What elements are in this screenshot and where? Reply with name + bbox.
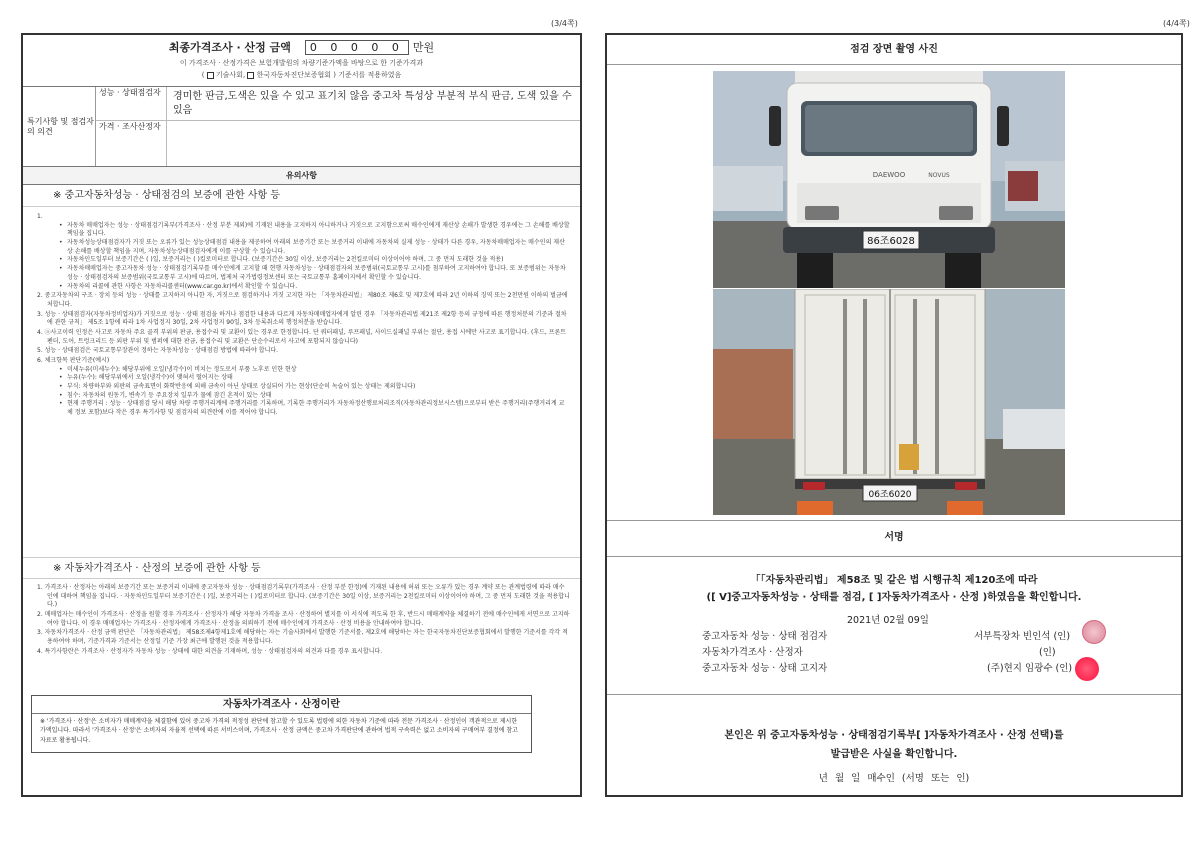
price-unit: 만원 (412, 41, 435, 54)
sub-bullet-5: • 현재 주행거리 : 성능 · 상태점검 당시 해당 차량 주행거리계에 주행거리를 기록하며, 기록한 주행거리가 자동차정산행료처리조직(자동차관리정보시스템)으로부터 받은 주행거리(주행거리계 교체 정보 포함)보다 작은 경우 특기사항 및 점검자의 의견란에 이를 적어야 합니다. (37, 400, 570, 417)
definition-body: ※ '가격조사 · 산정'은 소비자가 매매계약을 체결함에 있어 중고차 가격의 적정성 판단에 참고할 수 있도록 법령에 의한 자동차 기준에 따라 전문 가격조사 · 산정인이 객관적으로 제시한 가액입니다. 따라서 '가격조사 · 산정'은 소비자의 자율적 선택에 따른 서비스이며, 가격조사 · 산정 금액은 중고차 가격판단에 관하여 법적 구속력은 없고 소비자의 구매여부 결정에 참고자료로 활용됩니다. (40, 718, 518, 744)
inspector-seal-stamp (1082, 620, 1106, 644)
signature-date: 2021년 02월 09일 (847, 615, 929, 626)
section-appraisal-warranty-body (23, 579, 580, 701)
signature-section (607, 557, 1181, 695)
item-5: 5. 성능 · 상태점검은 국토교통부장관이 정하는 자동차성능 · 상태점검 방법에 따라야 합니다. (37, 347, 279, 355)
price-standard-note: ( 기술사회, 한국자동차진단보증협회 ) 기준서를 적용하였음 (201, 71, 402, 79)
signature-section-title: 서명 (607, 521, 1181, 557)
appraisal-item-3: 3. 자동차가격조사 · 산정 금액 판단은 「자동차관리법」 제58조제4항제1호에 해당하는 자는 기술사회에서 발행한 기준서를, 제2호에 해당하는 자는 한국자동차진단보증협회에서 발행한 기준서를 각각 적용하여야 하며, 기준가격과 기준서는 산정일 기준 가장 최근에 발행된 것을 적용합니다. (37, 629, 568, 646)
inspector-opinion: 경미한 판금,도색은 있을 수 있고 표기치 않음 중고차 특성상 부분적 부식 판금, 도색 있을 수 있음 (173, 91, 572, 116)
law-reference-line: 「「자동차관리법」 제58조 및 같은 법 시행규칙 제120조에 따라 (750, 575, 1038, 586)
sub-bullet-1: • 미세누유(미세누수): 해당부위에 오일(냉각수)이 비치는 정도로서 부품 노후로 인한 현상 (37, 366, 570, 375)
appraisal-item-1: 1. 가격조사 · 산정자는 아래의 보증기간 또는 보증거리 이내에 중고자동차 성능 · 상태점검기록부(가격조사 · 산정 부분 한정)에 기재된 내용에 허위 또는 오류가 있는 경우 계약 또는 관계법령에 따라 매수인에 대하여 책임을 집니다. · 자동차인도일부터 보증기간은 ( )일, 보증거리는 ( )킬로미터로 합니다. (보증기간은 30일 이상, 보증거리는 2천킬로미터 이상이어야 하며, 그 중 먼저 도래한 것을 적용합니다.) (37, 584, 570, 609)
price-title: 최종가격조사 · 산정 금액 (168, 41, 291, 54)
notifier-role-label: 중고자동차 성능 · 상태 고지자 (702, 663, 828, 674)
price-note: 이 가격조사 · 산정가격은 보험개발원의 차량기준가액을 바탕으로 한 기준가격과 (179, 59, 424, 67)
appraisal-definition-box (31, 695, 532, 753)
inspection-photos (607, 65, 1181, 521)
inspection-record-page-4 (605, 33, 1183, 797)
standard-note-suffix: 기준서를 적용하였음 (338, 71, 402, 79)
inspector-label: 성능 · 상태점검자 (96, 87, 167, 120)
appraiser-signature: (인) (1039, 647, 1056, 658)
appraiser-opinion (167, 121, 580, 166)
bullet-1: • 자동차 매매업자는 성능 · 상태점검기록부(가격조사 · 산정 부분 제외)에 기재된 내용을 고지하지 아니하거나 거짓으로 고지함으로써 매수인에게 재산상 손해가 발생한 경우에는 그 손해를 배상할 책임을 집니다. (37, 222, 570, 239)
item-4: 4. ⓐ사고이력 인정은 사고로 자동차 주요 골격 부위의 판금, 용접수리 및 교환이 있는 경우로 한정합니다. 단 쿼터패널, 루프패널, 사이드실패널 부위는 절단, 용접 시에만 사고로 표기합니다. (후드, 프론트펜더, 도어, 트렁크리드 등 외판 부위 및 범퍼에 대한 판금, 용접수리 및 교환은 단순수리로서 사고에 포함되지 않습니다) (37, 328, 567, 345)
buyer-confirmation-line1: 본인은 위 중고자동차성능 · 상태점검기록부[ ]자동차가격조사 · 산정 선택)를 (724, 730, 1064, 741)
rear-plate-text: 06조6020 (868, 490, 912, 500)
inspector-role-label: 중고자동차 성능 · 상태 점검자 (702, 631, 828, 642)
truck-front-photo (713, 71, 1065, 288)
checkbox-engineer-society (207, 72, 214, 79)
appraisal-item-4: 4. 특기사항란은 가격조사 · 산정자가 자동차 성능 · 상태에 대한 의견을 기재하며, 성능 · 상태점검자의 의견과 다를 경우 표시합니다. (37, 647, 383, 655)
bullet-2: • 자동차성능상태점검자가 거짓 또는 오류가 있는 성능상태점검 내용을 제공하여 아래의 보증기간 또는 보증거리 이내에 자동차의 실제 성능 · 상태가 다른 경우, 자동차매매업자는 매수인의 재산상 손해를 배상할 책임을 지며, 자동차성능상태점검자에게 이를 구상할 수 있습니다. (37, 239, 570, 256)
truck-rear-photo (713, 289, 1065, 515)
notice-heading: 유의사항 (23, 167, 580, 185)
truck-front-illustration (713, 71, 1065, 288)
buyer-sign-line: 년 월 일 매수인 (서명 또는 인) (818, 773, 970, 784)
confirmation-type-line: ([ V]중고자동차성능 · 상태를 점검, [ ]자동차가격조사 · 산정 )하였음을 확인합니다. (706, 592, 1082, 603)
notifier-seal-stamp (1075, 657, 1099, 681)
front-plate-text: 86조6028 (867, 236, 915, 247)
item-6: 6. 체크항목 판단기준(예시) (37, 357, 110, 364)
bullet-5: • 자동차의 리콜에 관한 사항은 자동차리콜센터(www.car.go.kr)에서 확인할 수 있습니다. (37, 283, 570, 292)
bullet-3: • 자동차인도일부터 보증기간은 ( )일, 보증거리는 ( )킬로미터로 합니다. (보증기간은 30일 이상, 보증거리는 2천킬로미터 이상이어야 하며, 그 중 먼저 도래한 것을 적용) (37, 256, 570, 265)
buyer-confirmation-line2: 발급받은 사실을 확인합니다. (830, 749, 958, 760)
price-amount-box: 0 0 0 0 0 (305, 40, 409, 55)
appraiser-label: 가격 · 조사산정자 (96, 121, 167, 166)
definition-title: 자동차가격조사 · 산정이란 (32, 696, 531, 714)
item-3: 3. 성능 · 상태점검자(자동차정비업자)가 거짓으로 성능 · 상태 점검을 하거나 점검한 내용과 다르게 자동차매매업자에게 알린 경우 「자동차관리법 제21조 제2항 등의 규정에 따른 행정처분의 기준과 절차에 관한 규칙」 제5조 1항에 따라 1차 사업정지 30일, 2차 사업정지 90일, 3차 등록취소의 행정처분을 받습니다. (37, 310, 567, 327)
appraiser-role-label: 자동차가격조사 · 산정자 (702, 647, 803, 658)
inspection-record-page-3 (21, 33, 582, 797)
item-number-1: 1. (37, 213, 43, 220)
truck-brand-text: DAEWOO (872, 171, 906, 179)
buyer-confirmation (607, 720, 1181, 784)
diagnosis-association-label: 한국자동차진단보증협회 (256, 71, 332, 79)
bullet-4: • 자동차매매업자는 중고자동차 성능 · 상태점검기록부를 매수인에게 고지할 때 현행 자동차성능 · 상태점검자의 보증범위(국토교통부 고시)를 첨부하여 고지하여야 합니다. 또 보증범위는 자동차성능 · 상태점검자의 보증범위(국토교통부 고시)에 따르며, 법제처 국가법령정보센터 또는 국토교통부 홈페이지에서 확인할 수 있습니다. (37, 265, 570, 282)
final-price-section (23, 35, 580, 87)
item-2: 2. 중고자동차의 구조 · 장치 등의 성능 · 상태를 고지하지 아니한 자, 거짓으로 점검하거나 거짓 고지한 자는 「자동차관리법」 제80조 제6호 및 제7호에 따라 2년 이하의 징역 또는 2천만원 이하의 벌금에 처합니다. (37, 292, 568, 308)
section-inspection-warranty-body (23, 207, 580, 557)
section-inspection-warranty-title: ※ 중고자동차성능 · 상태점검의 보증에 관한 사항 등 (23, 185, 580, 207)
page-number-left: (3/4쪽) (551, 19, 578, 28)
special-notes-head: 특기사항 및 점검자의 의견 (23, 87, 96, 166)
photo-section-title: 점검 장면 촬영 사진 (607, 35, 1181, 65)
truck-model-text: NOVUS (928, 172, 950, 179)
appraisal-item-2: 2. 매매업자는 매수인이 가격조사 · 산정을 원할 경우 가격조사 · 산정자가 해당 자동차 가격을 조사 · 산정하여 별지를 이 서식에 적도록 한 후, 반드시 매매계약을 체결하기 전에 매수인에게 서면으로 고지하여야 합니다. 이 경우 매매업자는 가격조사 · 산정자에게 가격조사 · 산정을 의뢰하기 전에 매수인에게 가격조사 · 산정 비용을 안내하여야 합니다. (37, 611, 570, 627)
notifier-signature: (주)현지 임광수 (인) (987, 663, 1073, 674)
special-notes-section (23, 87, 580, 167)
checkbox-diagnosis-association (247, 72, 254, 79)
engineer-society-label: 기술사회 (215, 71, 243, 79)
section-appraisal-warranty-title: ※ 자동차가격조사 · 산정의 보증에 관한 사항 등 (23, 557, 580, 579)
inspector-signature: 서부특장차 빈인석 (인) (974, 631, 1071, 642)
sub-bullet-3: • 부식: 차량하부와 외판의 금속표면이 화학반응에 의해 금속이 아닌 상태로 상실되어 가는 현상(단순히 녹슬어 있는 상태는 제외합니다) (37, 383, 570, 392)
sub-bullet-4: • 침수: 자동차의 원동기, 변속기 등 주요장치 일부가 물에 잠긴 흔적이 있는 상태 (37, 392, 570, 401)
page-number-right: (4/4쪽) (1163, 19, 1190, 28)
truck-rear-illustration (713, 289, 1065, 515)
sub-bullet-2: • 누유(누수): 해당부위에서 오일(냉각수)이 맺혀서 떨어지는 상태 (37, 374, 570, 383)
